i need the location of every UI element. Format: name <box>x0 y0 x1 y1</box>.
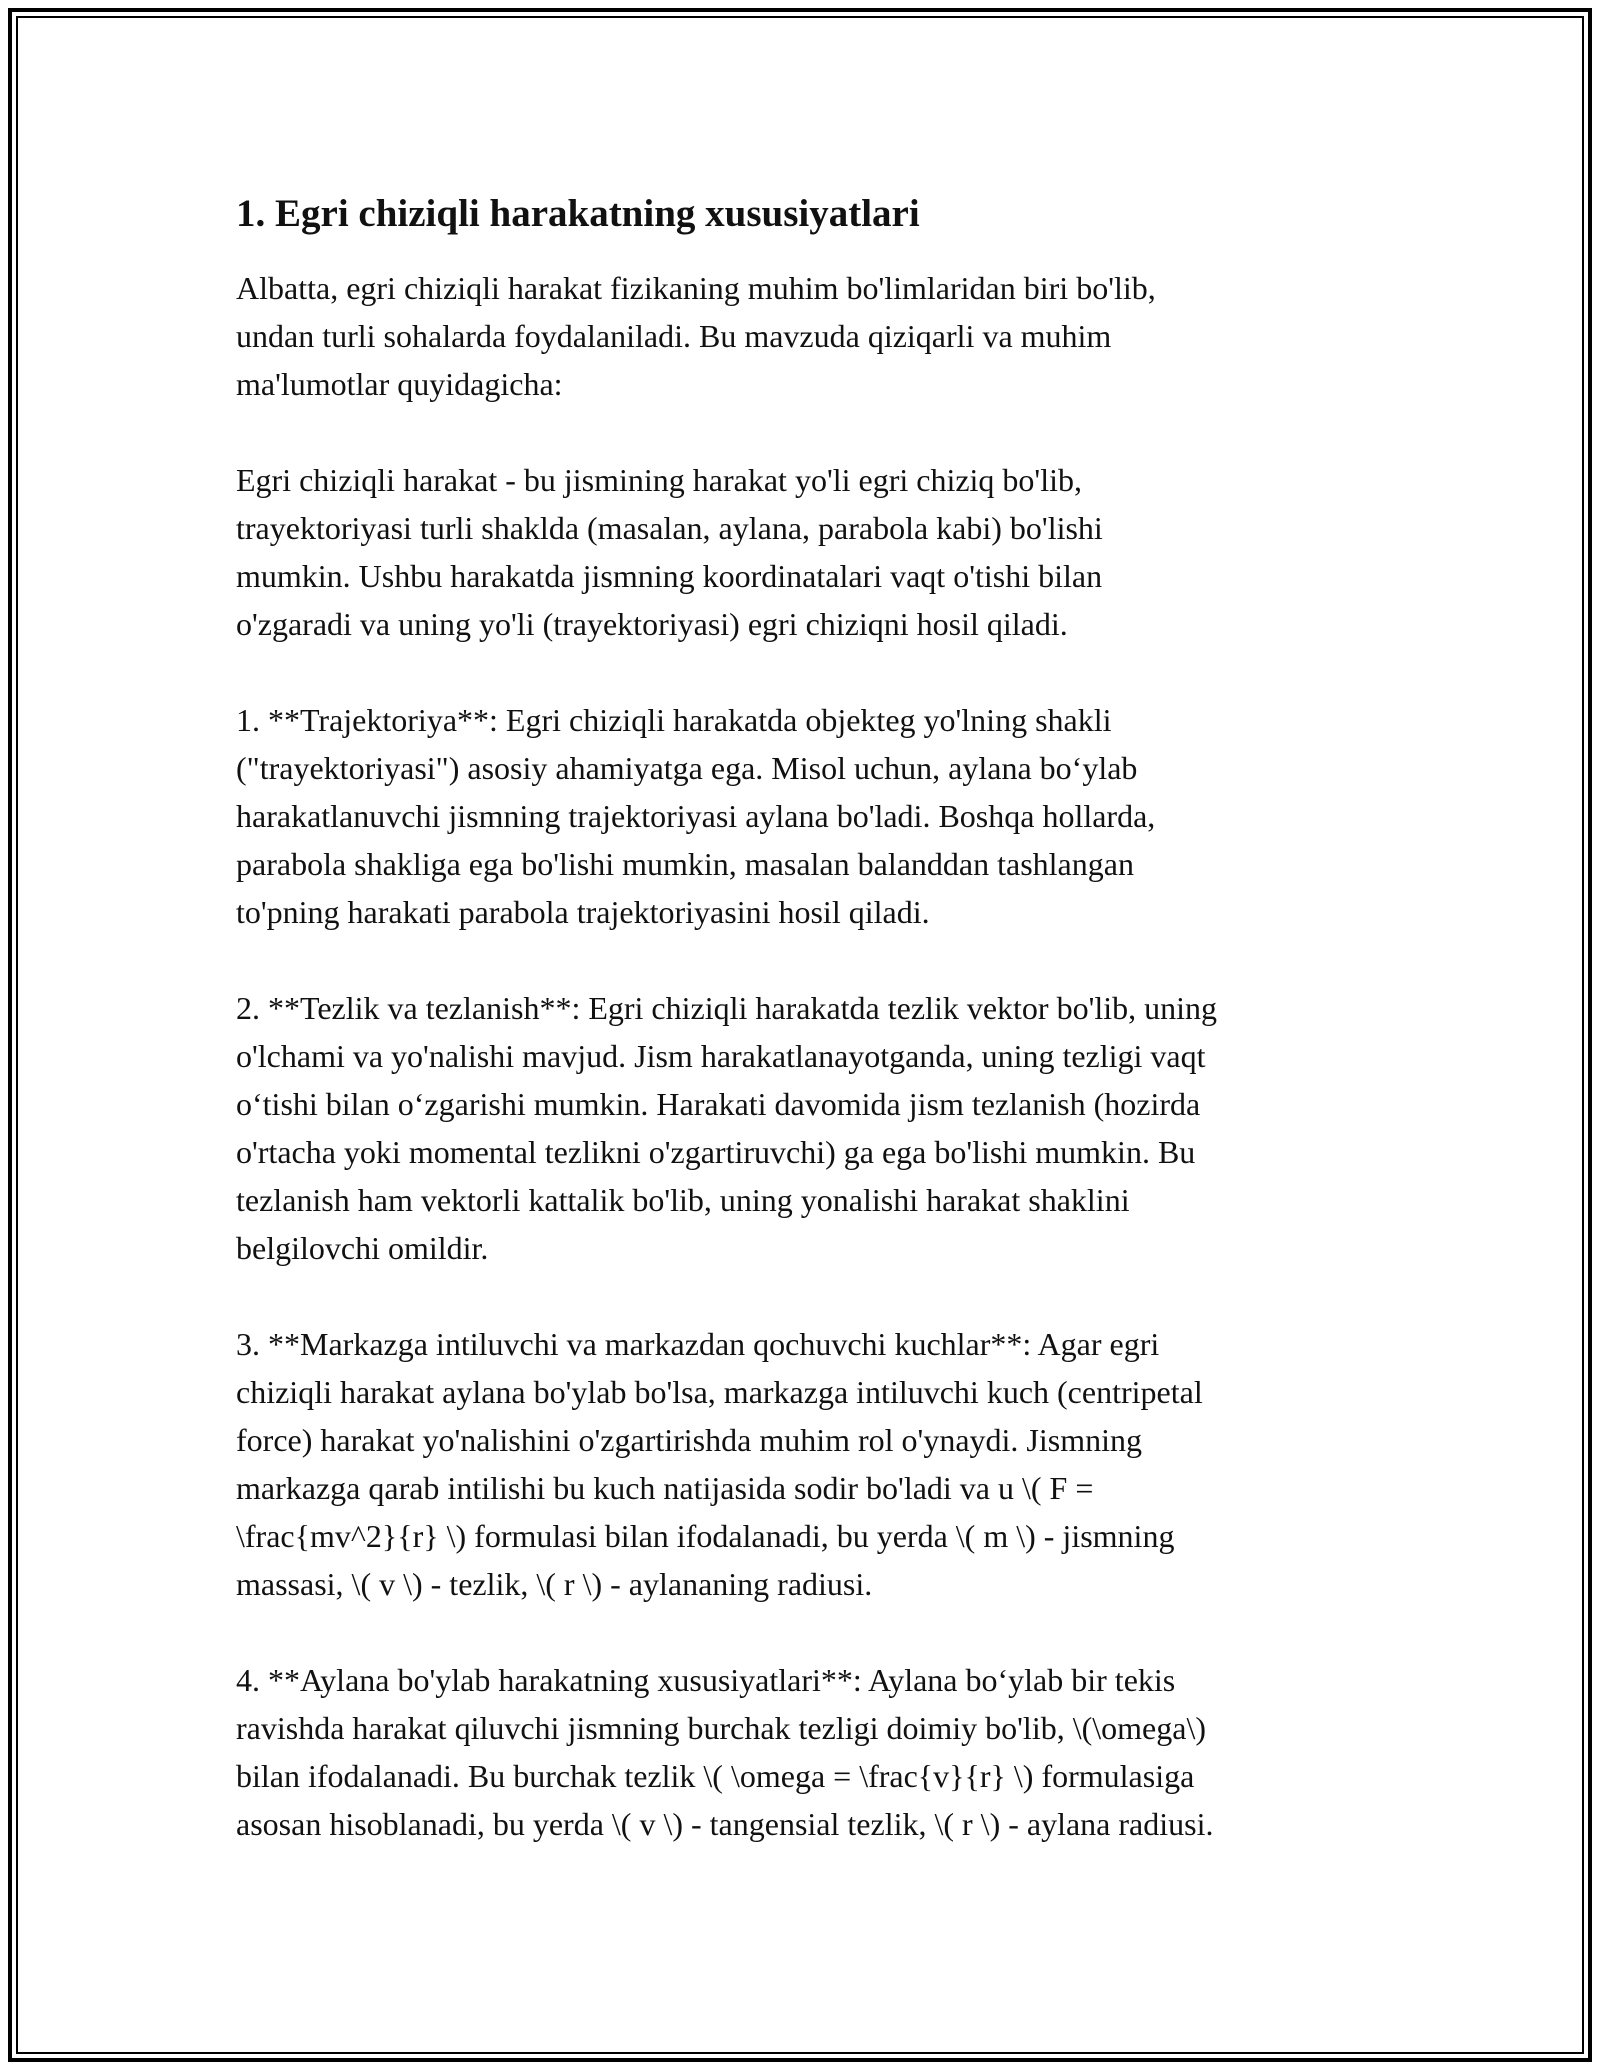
paragraph-definition: Egri chiziqli harakat - bu jismining harakat yo'li egri chiziq bo'lib, trayektoriyasi turli shaklda (masalan, aylana, parabola kabi) bo'lishi mumkin. Ushbu harakatda jismning koordinatalari vaqt o'tishi bilan o'zgaradi va uning yo'li (trayektoriyasi) egri chiziqni hosil qiladi. <box>236 462 1103 642</box>
paragraph-item-1: 1. **Trajektoriya**: Egri chiziqli harakatda objekteg yo'lning shakli ("trayektoriyasi") asosiy ahamiyatga ega. Misol uchun, aylana bo‘ylab harakatlanuvchi jismning trajektoriyasi aylana bo'ladi. Boshqa hollarda, parabola shakliga ega bo'lishi mumkin, masalan balanddan tashlangan to'pning harakati parabola trajektoriyasini hosil qiladi. <box>236 702 1156 930</box>
paragraph-intro: Albatta, egri chiziqli harakat fizikaning muhim bo'limlaridan biri bo'lib, undan turli sohalarda foydalaniladi. Bu mavzuda qiziqarli va muhim ma'lumotlar quyidagicha: <box>236 270 1156 402</box>
paragraph-item-4: 4. **Aylana bo'ylab harakatning xususiyatlari**: Aylana bo‘ylab bir tekis ravishda harakat qiluvchi jismning burchak tezligi doimiy bo'lib, \(\omega\) bilan ifodalanadi. Bu burchak tezlik \( \omega = \frac{v}{r} \) formulasiga asosan hisoblanadi, bu yerda \( v \) - tangensial tezlik, \( r \) - aylana radiusi. <box>236 1662 1214 1842</box>
paragraph-item-3: 3. **Markazga intiluvchi va markazdan qochuvchi kuchlar**: Agar egri chiziqli harakat aylana bo'ylab bo'lsa, markazga intiluvchi kuch (centripetal force) harakat yo'nalishini o'zgartirishda muhim rol o'ynaydi. Jismning markazga qarab intilishi bu kuch natijasida sodir bo'ladi va u \( F = \frac{mv^2}{r} \) formulasi bilan ifodalanadi, bu yerda \( m \) - jismning massasi, \( v \) - tezlik, \( r \) - aylananing radiusi. <box>236 1326 1203 1602</box>
document-body <box>236 186 1376 1896</box>
section-heading: 1. Egri chiziqli harakatning xususiyatlari <box>236 192 920 235</box>
paragraph-item-2: 2. **Tezlik va tezlanish**: Egri chiziqli harakatda tezlik vektor bo'lib, uning o'lchami va yo'nalishi mavjud. Jism harakatlanayotganda, uning tezligi vaqt o‘tishi bilan o‘zgarishi mumkin. Harakati davomida jism tezlanish (hozirda o'rtacha yoki momental tezlikni o'zgartiruvchi) ga ega bo'lishi mumkin. Bu tezlanish ham vektorli kattalik bo'lib, uning yonalishi harakat shaklini belgilovchi omildir. <box>236 990 1218 1266</box>
